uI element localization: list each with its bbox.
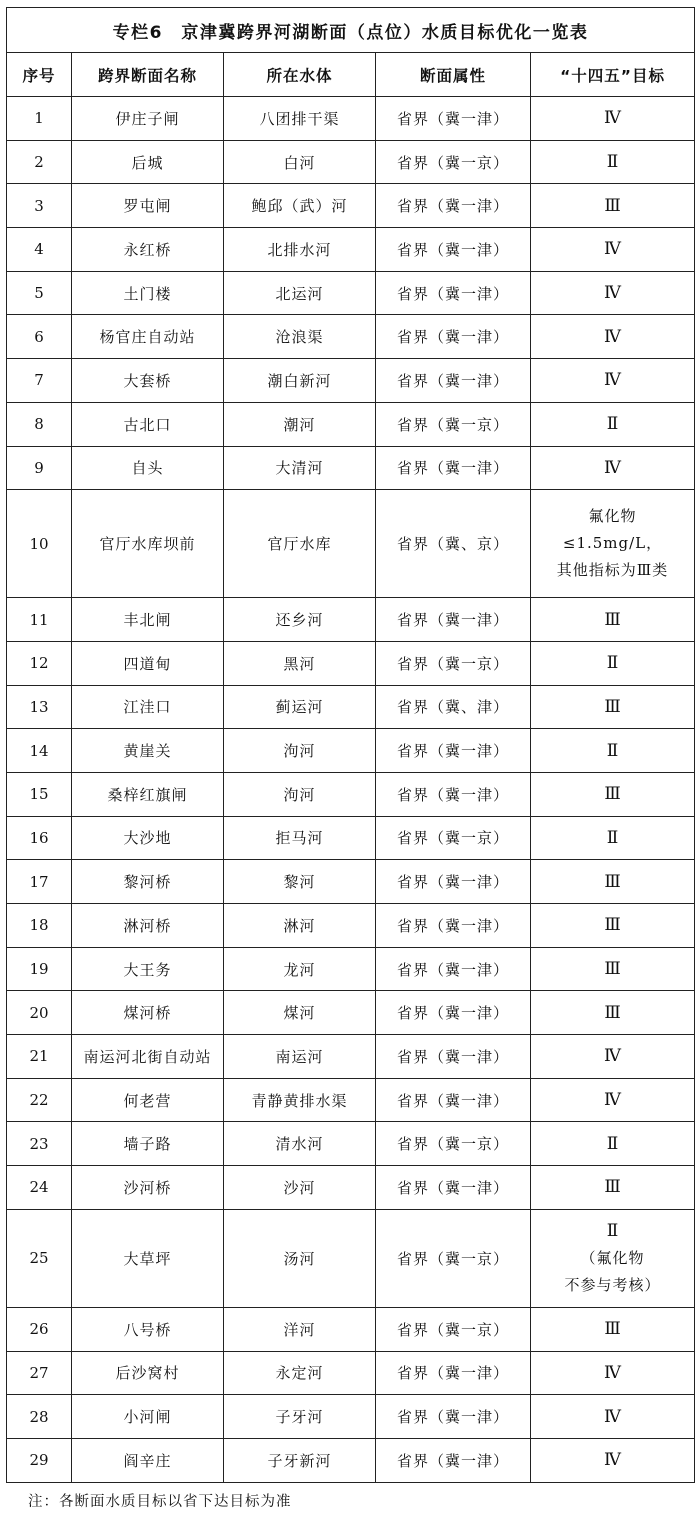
cell-target: Ⅳ xyxy=(531,271,695,315)
header-water-body: 所在水体 xyxy=(224,53,376,97)
table-row xyxy=(7,641,695,685)
cell-water-body: 煤河 xyxy=(224,991,376,1035)
cell-index: 11 xyxy=(7,598,72,642)
cell-target: Ⅲ xyxy=(531,991,695,1035)
cell-target: Ⅲ xyxy=(531,598,695,642)
cell-index: 14 xyxy=(7,729,72,773)
cell-water-body: 拒马河 xyxy=(224,816,376,860)
cell-section-attribute: 省界（冀一津） xyxy=(376,904,531,948)
cell-water-body: 蓟运河 xyxy=(224,685,376,729)
cell-target: Ⅱ xyxy=(531,402,695,446)
cell-section-name: 黎河桥 xyxy=(72,860,224,904)
cell-section-attribute: 省界（冀一津） xyxy=(376,228,531,272)
cell-water-body: 北运河 xyxy=(224,271,376,315)
table-row xyxy=(7,1438,695,1482)
cell-target: Ⅱ xyxy=(531,1122,695,1166)
cell-index: 9 xyxy=(7,446,72,490)
cell-section-name: 何老营 xyxy=(72,1078,224,1122)
cell-water-body: 清水河 xyxy=(224,1122,376,1166)
cell-water-body: 青静黄排水渠 xyxy=(224,1078,376,1122)
cell-target: Ⅳ xyxy=(531,97,695,141)
table-row xyxy=(7,1351,695,1395)
table-row xyxy=(7,359,695,403)
cell-section-name: 沙河桥 xyxy=(72,1166,224,1210)
table-row xyxy=(7,729,695,773)
table-row xyxy=(7,991,695,1035)
table-row xyxy=(7,315,695,359)
cell-section-attribute: 省界（冀一津） xyxy=(376,1395,531,1439)
cell-target: Ⅳ xyxy=(531,315,695,359)
cell-index: 28 xyxy=(7,1395,72,1439)
cell-water-body: 鲍邱（武）河 xyxy=(224,184,376,228)
cell-index: 13 xyxy=(7,685,72,729)
document xyxy=(6,7,694,1483)
cell-target: Ⅳ xyxy=(531,1438,695,1482)
cell-water-body: 永定河 xyxy=(224,1351,376,1395)
cell-section-attribute: 省界（冀一京） xyxy=(376,641,531,685)
cell-water-body: 潮白新河 xyxy=(224,359,376,403)
cell-water-body: 北排水河 xyxy=(224,228,376,272)
cell-section-attribute: 省界（冀一津） xyxy=(376,598,531,642)
header-index: 序号 xyxy=(7,53,72,97)
cell-index: 24 xyxy=(7,1166,72,1210)
cell-index: 3 xyxy=(7,184,72,228)
cell-target-line: ≤1.5mg/L， xyxy=(562,534,663,553)
cell-section-name: 淋河桥 xyxy=(72,904,224,948)
cell-section-attribute: 省界（冀一津） xyxy=(376,1035,531,1079)
cell-index: 23 xyxy=(7,1122,72,1166)
cell-section-attribute: 省界（冀、津） xyxy=(376,685,531,729)
cell-water-body: 还乡河 xyxy=(224,598,376,642)
cell-section-name: 杨官庄自动站 xyxy=(72,315,224,359)
cell-section-attribute: 省界（冀、京） xyxy=(376,490,531,598)
cell-water-body: 官厅水库 xyxy=(224,490,376,598)
table-body xyxy=(7,97,695,1483)
cell-section-name: 后沙窝村 xyxy=(72,1351,224,1395)
cell-section-name: 墙子路 xyxy=(72,1122,224,1166)
cell-index: 21 xyxy=(7,1035,72,1079)
cell-water-body: 子牙新河 xyxy=(224,1438,376,1482)
cell-section-attribute: 省界（冀一津） xyxy=(376,446,531,490)
cell-target-line: 不参与考核） xyxy=(564,1275,661,1294)
cell-section-attribute: 省界（冀一津） xyxy=(376,271,531,315)
cell-target: Ⅳ xyxy=(531,228,695,272)
cell-section-attribute: 省界（冀一津） xyxy=(376,991,531,1035)
cell-section-name: 桑梓红旗闸 xyxy=(72,772,224,816)
cell-section-name: 大草坪 xyxy=(72,1209,224,1307)
cell-index: 29 xyxy=(7,1438,72,1482)
cell-target xyxy=(531,1209,695,1307)
cell-section-name: 古北口 xyxy=(72,402,224,446)
cell-index: 15 xyxy=(7,772,72,816)
cell-section-name: 黄崖关 xyxy=(72,729,224,773)
cell-section-name: 大套桥 xyxy=(72,359,224,403)
cell-target: Ⅱ xyxy=(531,641,695,685)
table-row xyxy=(7,1122,695,1166)
cell-target: Ⅲ xyxy=(531,1166,695,1210)
cell-section-name: 伊庄子闸 xyxy=(72,97,224,141)
cell-index: 6 xyxy=(7,315,72,359)
cell-index: 12 xyxy=(7,641,72,685)
table-row xyxy=(7,140,695,184)
cell-water-body: 汤河 xyxy=(224,1209,376,1307)
table-row xyxy=(7,402,695,446)
cell-target: Ⅳ xyxy=(531,1395,695,1439)
table-row xyxy=(7,1035,695,1079)
cell-section-name: 后城 xyxy=(72,140,224,184)
cell-section-attribute: 省界（冀一津） xyxy=(376,772,531,816)
cell-target: Ⅳ xyxy=(531,446,695,490)
cell-section-name: 四道甸 xyxy=(72,641,224,685)
cell-water-body: 子牙河 xyxy=(224,1395,376,1439)
footnote: 注：各断面水质目标以省下达目标为准 xyxy=(28,1494,292,1510)
cell-target: Ⅳ xyxy=(531,1351,695,1395)
table-row xyxy=(7,490,695,598)
header-section-name: 跨界断面名称 xyxy=(72,53,224,97)
cell-water-body: 沙河 xyxy=(224,1166,376,1210)
cell-section-name: 土门楼 xyxy=(72,271,224,315)
cell-index: 1 xyxy=(7,97,72,141)
cell-index: 19 xyxy=(7,947,72,991)
cell-index: 7 xyxy=(7,359,72,403)
table-title: 专栏6 京津冀跨界河湖断面（点位）水质目标优化一览表 xyxy=(7,8,695,53)
cell-target: Ⅲ xyxy=(531,1307,695,1351)
table-row xyxy=(7,228,695,272)
table-row xyxy=(7,97,695,141)
cell-water-body: 黎河 xyxy=(224,860,376,904)
cell-water-body: 黑河 xyxy=(224,641,376,685)
header-row xyxy=(7,53,695,97)
cell-index: 8 xyxy=(7,402,72,446)
cell-water-body: 八团排干渠 xyxy=(224,97,376,141)
cell-section-attribute: 省界（冀一津） xyxy=(376,860,531,904)
table-row xyxy=(7,685,695,729)
cell-target: Ⅲ xyxy=(531,860,695,904)
cell-section-name: 阎辛庄 xyxy=(72,1438,224,1482)
table-row xyxy=(7,772,695,816)
cell-index: 5 xyxy=(7,271,72,315)
cell-target: Ⅱ xyxy=(531,729,695,773)
cell-target: Ⅳ xyxy=(531,1078,695,1122)
cell-section-attribute: 省界（冀一津） xyxy=(376,1078,531,1122)
cell-target-line: Ⅱ xyxy=(606,1220,619,1241)
table-row xyxy=(7,947,695,991)
cell-section-name: 南运河北街自动站 xyxy=(72,1035,224,1079)
cell-water-body: 龙河 xyxy=(224,947,376,991)
cell-water-body: 洋河 xyxy=(224,1307,376,1351)
cell-section-attribute: 省界（冀一津） xyxy=(376,359,531,403)
cell-section-name: 罗屯闸 xyxy=(72,184,224,228)
table-row xyxy=(7,446,695,490)
cell-target xyxy=(531,490,695,598)
cell-section-attribute: 省界（冀一津） xyxy=(376,1166,531,1210)
cell-water-body: 潮河 xyxy=(224,402,376,446)
cell-section-attribute: 省界（冀一津） xyxy=(376,315,531,359)
cell-section-attribute: 省界（冀一津） xyxy=(376,729,531,773)
cell-index: 17 xyxy=(7,860,72,904)
cell-water-body: 大清河 xyxy=(224,446,376,490)
cell-section-name: 自头 xyxy=(72,446,224,490)
cell-target: Ⅲ xyxy=(531,904,695,948)
cell-water-body: 泃河 xyxy=(224,729,376,773)
cell-section-attribute: 省界（冀一京） xyxy=(376,1209,531,1307)
cell-target-line: 氟化物 xyxy=(588,507,637,526)
cell-section-attribute: 省界（冀一津） xyxy=(376,1351,531,1395)
table-row xyxy=(7,598,695,642)
cell-index: 16 xyxy=(7,816,72,860)
cell-water-body: 淋河 xyxy=(224,904,376,948)
cell-index: 10 xyxy=(7,490,72,598)
table-row xyxy=(7,271,695,315)
cell-section-name: 煤河桥 xyxy=(72,991,224,1035)
cell-index: 27 xyxy=(7,1351,72,1395)
cell-section-attribute: 省界（冀一京） xyxy=(376,1122,531,1166)
table-row xyxy=(7,860,695,904)
cell-index: 20 xyxy=(7,991,72,1035)
table-row xyxy=(7,1166,695,1210)
cell-section-attribute: 省界（冀一津） xyxy=(376,1438,531,1482)
cell-target: Ⅱ xyxy=(531,816,695,860)
cell-target-line: 其他指标为Ⅲ类 xyxy=(556,561,669,580)
table-row xyxy=(7,1307,695,1351)
cell-target: Ⅳ xyxy=(531,359,695,403)
cell-section-attribute: 省界（冀一津） xyxy=(376,97,531,141)
cell-target: Ⅳ xyxy=(531,1035,695,1079)
table-row xyxy=(7,1078,695,1122)
cell-target: Ⅲ xyxy=(531,685,695,729)
table-row xyxy=(7,904,695,948)
cell-target: Ⅲ xyxy=(531,772,695,816)
cell-index: 18 xyxy=(7,904,72,948)
cell-section-name: 官厅水库坝前 xyxy=(72,490,224,598)
cell-water-body: 白河 xyxy=(224,140,376,184)
cell-target: Ⅲ xyxy=(531,947,695,991)
cell-section-attribute: 省界（冀一京） xyxy=(376,1307,531,1351)
cell-section-name: 江洼口 xyxy=(72,685,224,729)
cell-section-name: 丰北闸 xyxy=(72,598,224,642)
cell-target-line: （氟化物 xyxy=(580,1248,645,1267)
cell-section-attribute: 省界（冀一京） xyxy=(376,816,531,860)
water-quality-table xyxy=(6,7,695,1483)
cell-section-attribute: 省界（冀一津） xyxy=(376,947,531,991)
cell-section-name: 小河闸 xyxy=(72,1395,224,1439)
cell-target: Ⅱ xyxy=(531,140,695,184)
cell-section-name: 大王务 xyxy=(72,947,224,991)
cell-water-body: 泃河 xyxy=(224,772,376,816)
table-row xyxy=(7,1395,695,1439)
cell-section-name: 大沙地 xyxy=(72,816,224,860)
cell-index: 4 xyxy=(7,228,72,272)
cell-section-name: 八号桥 xyxy=(72,1307,224,1351)
header-section-attribute: 断面属性 xyxy=(376,53,531,97)
cell-target: Ⅲ xyxy=(531,184,695,228)
table-row xyxy=(7,1209,695,1307)
cell-section-attribute: 省界（冀一京） xyxy=(376,140,531,184)
table-row xyxy=(7,816,695,860)
cell-section-attribute: 省界（冀一津） xyxy=(376,184,531,228)
header-target: “十四五”目标 xyxy=(531,53,695,97)
cell-water-body: 南运河 xyxy=(224,1035,376,1079)
cell-section-name: 永红桥 xyxy=(72,228,224,272)
cell-index: 2 xyxy=(7,140,72,184)
cell-index: 25 xyxy=(7,1209,72,1307)
cell-index: 26 xyxy=(7,1307,72,1351)
cell-water-body: 沧浪渠 xyxy=(224,315,376,359)
table-row xyxy=(7,184,695,228)
cell-section-attribute: 省界（冀一京） xyxy=(376,402,531,446)
cell-index: 22 xyxy=(7,1078,72,1122)
